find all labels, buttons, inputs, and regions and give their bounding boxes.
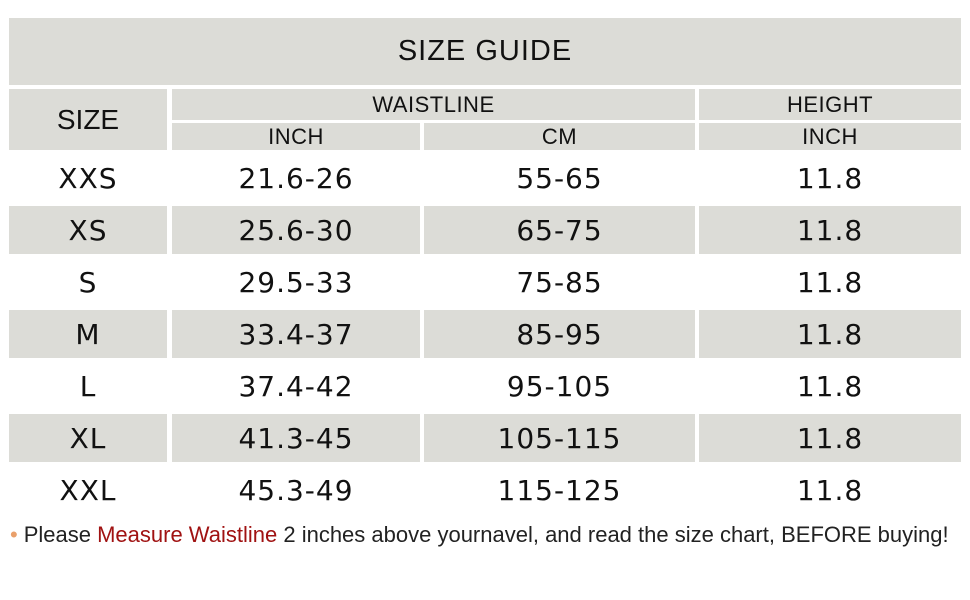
waist-cm-cell: 65-75 xyxy=(424,206,695,254)
size-cell: L xyxy=(79,369,97,403)
size-cell: XXL xyxy=(59,473,117,507)
height-cell: 11.8 xyxy=(796,265,864,299)
height-inch-subheader: INCH xyxy=(699,123,961,150)
size-column-header: SIZE xyxy=(9,89,167,150)
height-cell: 11.8 xyxy=(796,369,864,403)
height-column-header: HEIGHT xyxy=(699,89,961,120)
waist-inch-cell: 21.6-26 xyxy=(238,161,354,195)
note-text-after: 2 inches above yournavel, and read the size chart, BEFORE buying! xyxy=(277,522,949,547)
waist-cm-cell: 85-95 xyxy=(424,310,695,358)
waist-cm-cell: 115-125 xyxy=(497,473,622,507)
waist-cm-subheader: CM xyxy=(424,123,695,150)
waist-inch-subheader: INCH xyxy=(172,123,420,150)
waist-cm-cell: 55-65 xyxy=(516,161,603,195)
note-text-before: Please xyxy=(23,522,98,547)
waist-cm-cell: 95-105 xyxy=(506,369,613,403)
bullet-icon: • xyxy=(10,522,18,547)
size-cell: XXS xyxy=(58,161,118,195)
waist-inch-cell: 29.5-33 xyxy=(238,265,354,299)
measurement-note xyxy=(10,518,960,551)
size-cell: XS xyxy=(9,206,167,254)
height-cell: 11.8 xyxy=(699,206,961,254)
table-title: SIZE GUIDE xyxy=(9,18,961,85)
height-cell: 11.8 xyxy=(796,161,864,195)
waist-inch-cell: 41.3-45 xyxy=(172,414,420,462)
waist-cm-cell: 105-115 xyxy=(424,414,695,462)
waistline-column-header: WAISTLINE xyxy=(172,89,695,120)
height-cell: 11.8 xyxy=(796,473,864,507)
size-cell: M xyxy=(9,310,167,358)
note-highlight: Measure Waistline xyxy=(97,522,278,547)
height-cell: 11.8 xyxy=(699,310,961,358)
size-cell: S xyxy=(78,265,98,299)
height-cell: 11.8 xyxy=(699,414,961,462)
size-cell: XL xyxy=(9,414,167,462)
waist-inch-cell: 37.4-42 xyxy=(238,369,354,403)
waist-inch-cell: 33.4-37 xyxy=(172,310,420,358)
waist-cm-cell: 75-85 xyxy=(516,265,603,299)
waist-inch-cell: 45.3-49 xyxy=(238,473,354,507)
waist-inch-cell: 25.6-30 xyxy=(172,206,420,254)
